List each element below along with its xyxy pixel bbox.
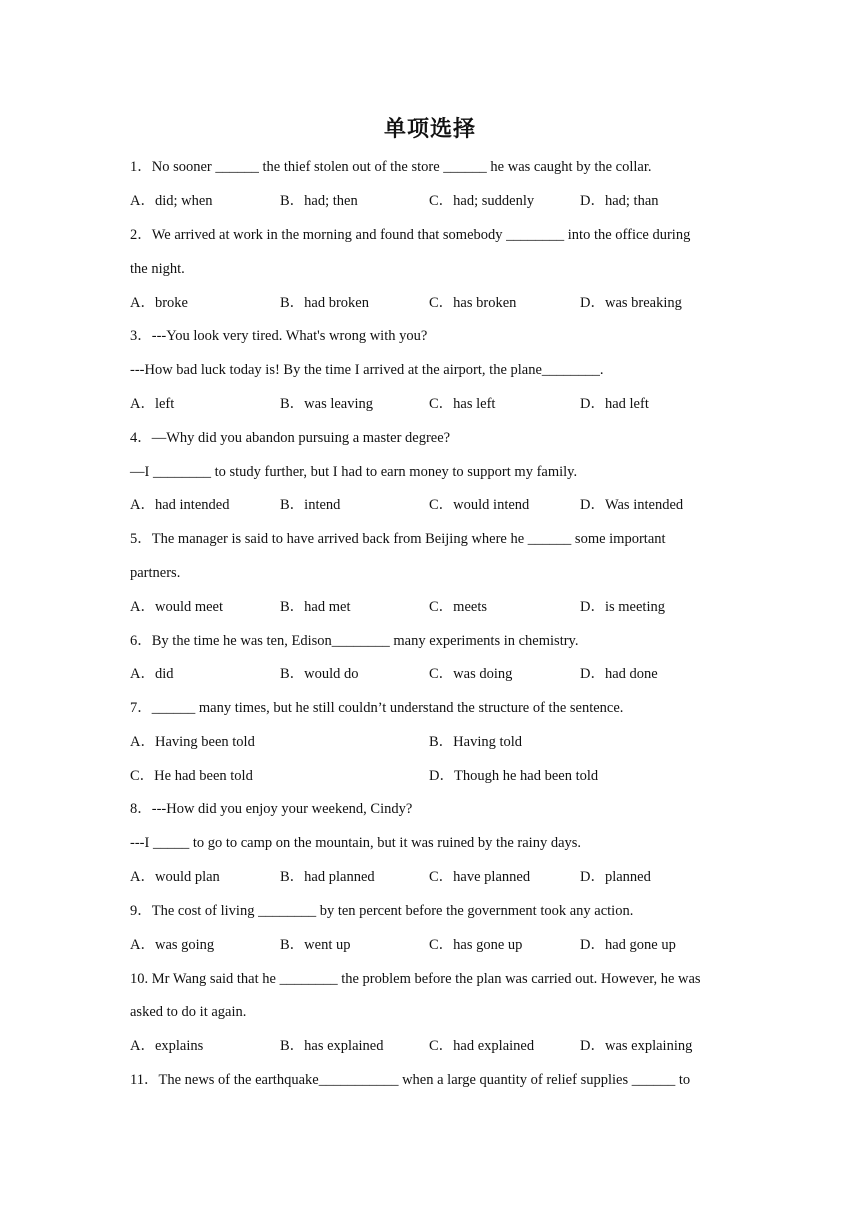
question-8-stem: 8．---How did you enjoy your weekend, Cindy? bbox=[130, 801, 413, 817]
question-7-stem: 7．______ many times, but he still couldn’t understand the structure of the sentence. bbox=[130, 700, 624, 716]
question-3-option-c: C．has left bbox=[429, 396, 496, 412]
question-2-option-c: C．has broken bbox=[429, 295, 517, 311]
question-6-option-c: C．was doing bbox=[429, 666, 513, 682]
question-8-option-b: B．had planned bbox=[280, 869, 375, 885]
question-6-option-d: D．had done bbox=[580, 666, 658, 682]
question-10-option-d: D．was explaining bbox=[580, 1038, 693, 1054]
question-5-stem-cont: partners. bbox=[130, 565, 181, 581]
question-10-stem-cont: asked to do it again. bbox=[130, 1004, 247, 1020]
question-3-stem: 3．---You look very tired. What's wrong with you? bbox=[130, 328, 428, 344]
question-9-option-c: C．has gone up bbox=[429, 937, 523, 953]
question-5-option-d: D．is meeting bbox=[580, 599, 665, 615]
question-1-option-d: D．had; than bbox=[580, 193, 659, 209]
page-title: 单项选择 bbox=[383, 117, 476, 142]
question-9-stem: 9．The cost of living ________ by ten percent before the government took any action. bbox=[130, 903, 634, 919]
question-9-option-d: D．had gone up bbox=[580, 937, 676, 953]
question-4-stem-cont: —I ________ to study further, but I had to earn money to support my family. bbox=[130, 464, 578, 480]
question-3-option-b: B．was leaving bbox=[280, 396, 374, 412]
question-7-option-c: C．He had been told bbox=[130, 768, 253, 784]
question-3-stem-cont: ---How bad luck today is! By the time I arrived at the airport, the plane________. bbox=[130, 362, 604, 378]
question-2-option-a: A．broke bbox=[130, 295, 188, 311]
question-4-option-a: A．had intended bbox=[130, 497, 230, 513]
question-7-option-a: A．Having been told bbox=[130, 734, 255, 750]
question-1-option-c: C．had; suddenly bbox=[429, 193, 535, 209]
question-7-option-d: D．Though he had been told bbox=[429, 768, 599, 784]
question-6-option-a: A．did bbox=[130, 666, 174, 682]
question-10-option-c: C．had explained bbox=[429, 1038, 535, 1054]
question-7-option-b: B．Having told bbox=[429, 734, 523, 750]
question-2-stem: 2．We arrived at work in the morning and found that somebody ________ into the office during bbox=[130, 227, 691, 243]
question-2-stem-cont: the night. bbox=[130, 261, 185, 277]
question-9-option-a: A．was going bbox=[130, 937, 215, 953]
question-5-option-c: C．meets bbox=[429, 599, 487, 615]
question-4-option-d: D．Was intended bbox=[580, 497, 684, 513]
question-6-option-b: B．would do bbox=[280, 666, 359, 682]
question-5-option-a: A．would meet bbox=[130, 599, 224, 615]
question-1-stem: 1．No sooner ______ the thief stolen out of the store ______ he was caught by the collar. bbox=[130, 159, 652, 175]
question-2-option-d: D．was breaking bbox=[580, 295, 682, 311]
question-5-stem: 5．The manager is said to have arrived back from Beijing where he ______ some important bbox=[130, 531, 666, 547]
question-4-option-c: C．would intend bbox=[429, 497, 530, 513]
question-1-option-a: A．did; when bbox=[130, 193, 213, 209]
question-3-option-a: A．left bbox=[130, 396, 175, 412]
question-10-option-a: A．explains bbox=[130, 1038, 204, 1054]
question-9-option-b: B．went up bbox=[280, 937, 351, 953]
question-5-option-b: B．had met bbox=[280, 599, 351, 615]
question-8-option-c: C．have planned bbox=[429, 869, 531, 885]
question-10-option-b: B．has explained bbox=[280, 1038, 384, 1054]
question-4-stem: 4．—Why did you abandon pursuing a master degree? bbox=[130, 430, 451, 446]
question-10-stem: 10. Mr Wang said that he ________ the problem before the plan was carried out. However, he was bbox=[130, 971, 701, 987]
question-8-option-d: D．planned bbox=[580, 869, 651, 885]
question-2-option-b: B．had broken bbox=[280, 295, 369, 311]
question-11-stem: 11．The news of the earthquake___________ when a large quantity of relief supplies ______ to bbox=[130, 1072, 691, 1088]
question-6-stem: 6．By the time he was ten, Edison________ many experiments in chemistry. bbox=[130, 633, 579, 649]
question-3-option-d: D．had left bbox=[580, 396, 649, 412]
question-8-option-a: A．would plan bbox=[130, 869, 220, 885]
question-1-option-b: B．had; then bbox=[280, 193, 358, 209]
question-8-stem-cont: ---I _____ to go to camp on the mountain, but it was ruined by the rainy days. bbox=[130, 835, 582, 851]
question-4-option-b: B．intend bbox=[280, 497, 341, 513]
